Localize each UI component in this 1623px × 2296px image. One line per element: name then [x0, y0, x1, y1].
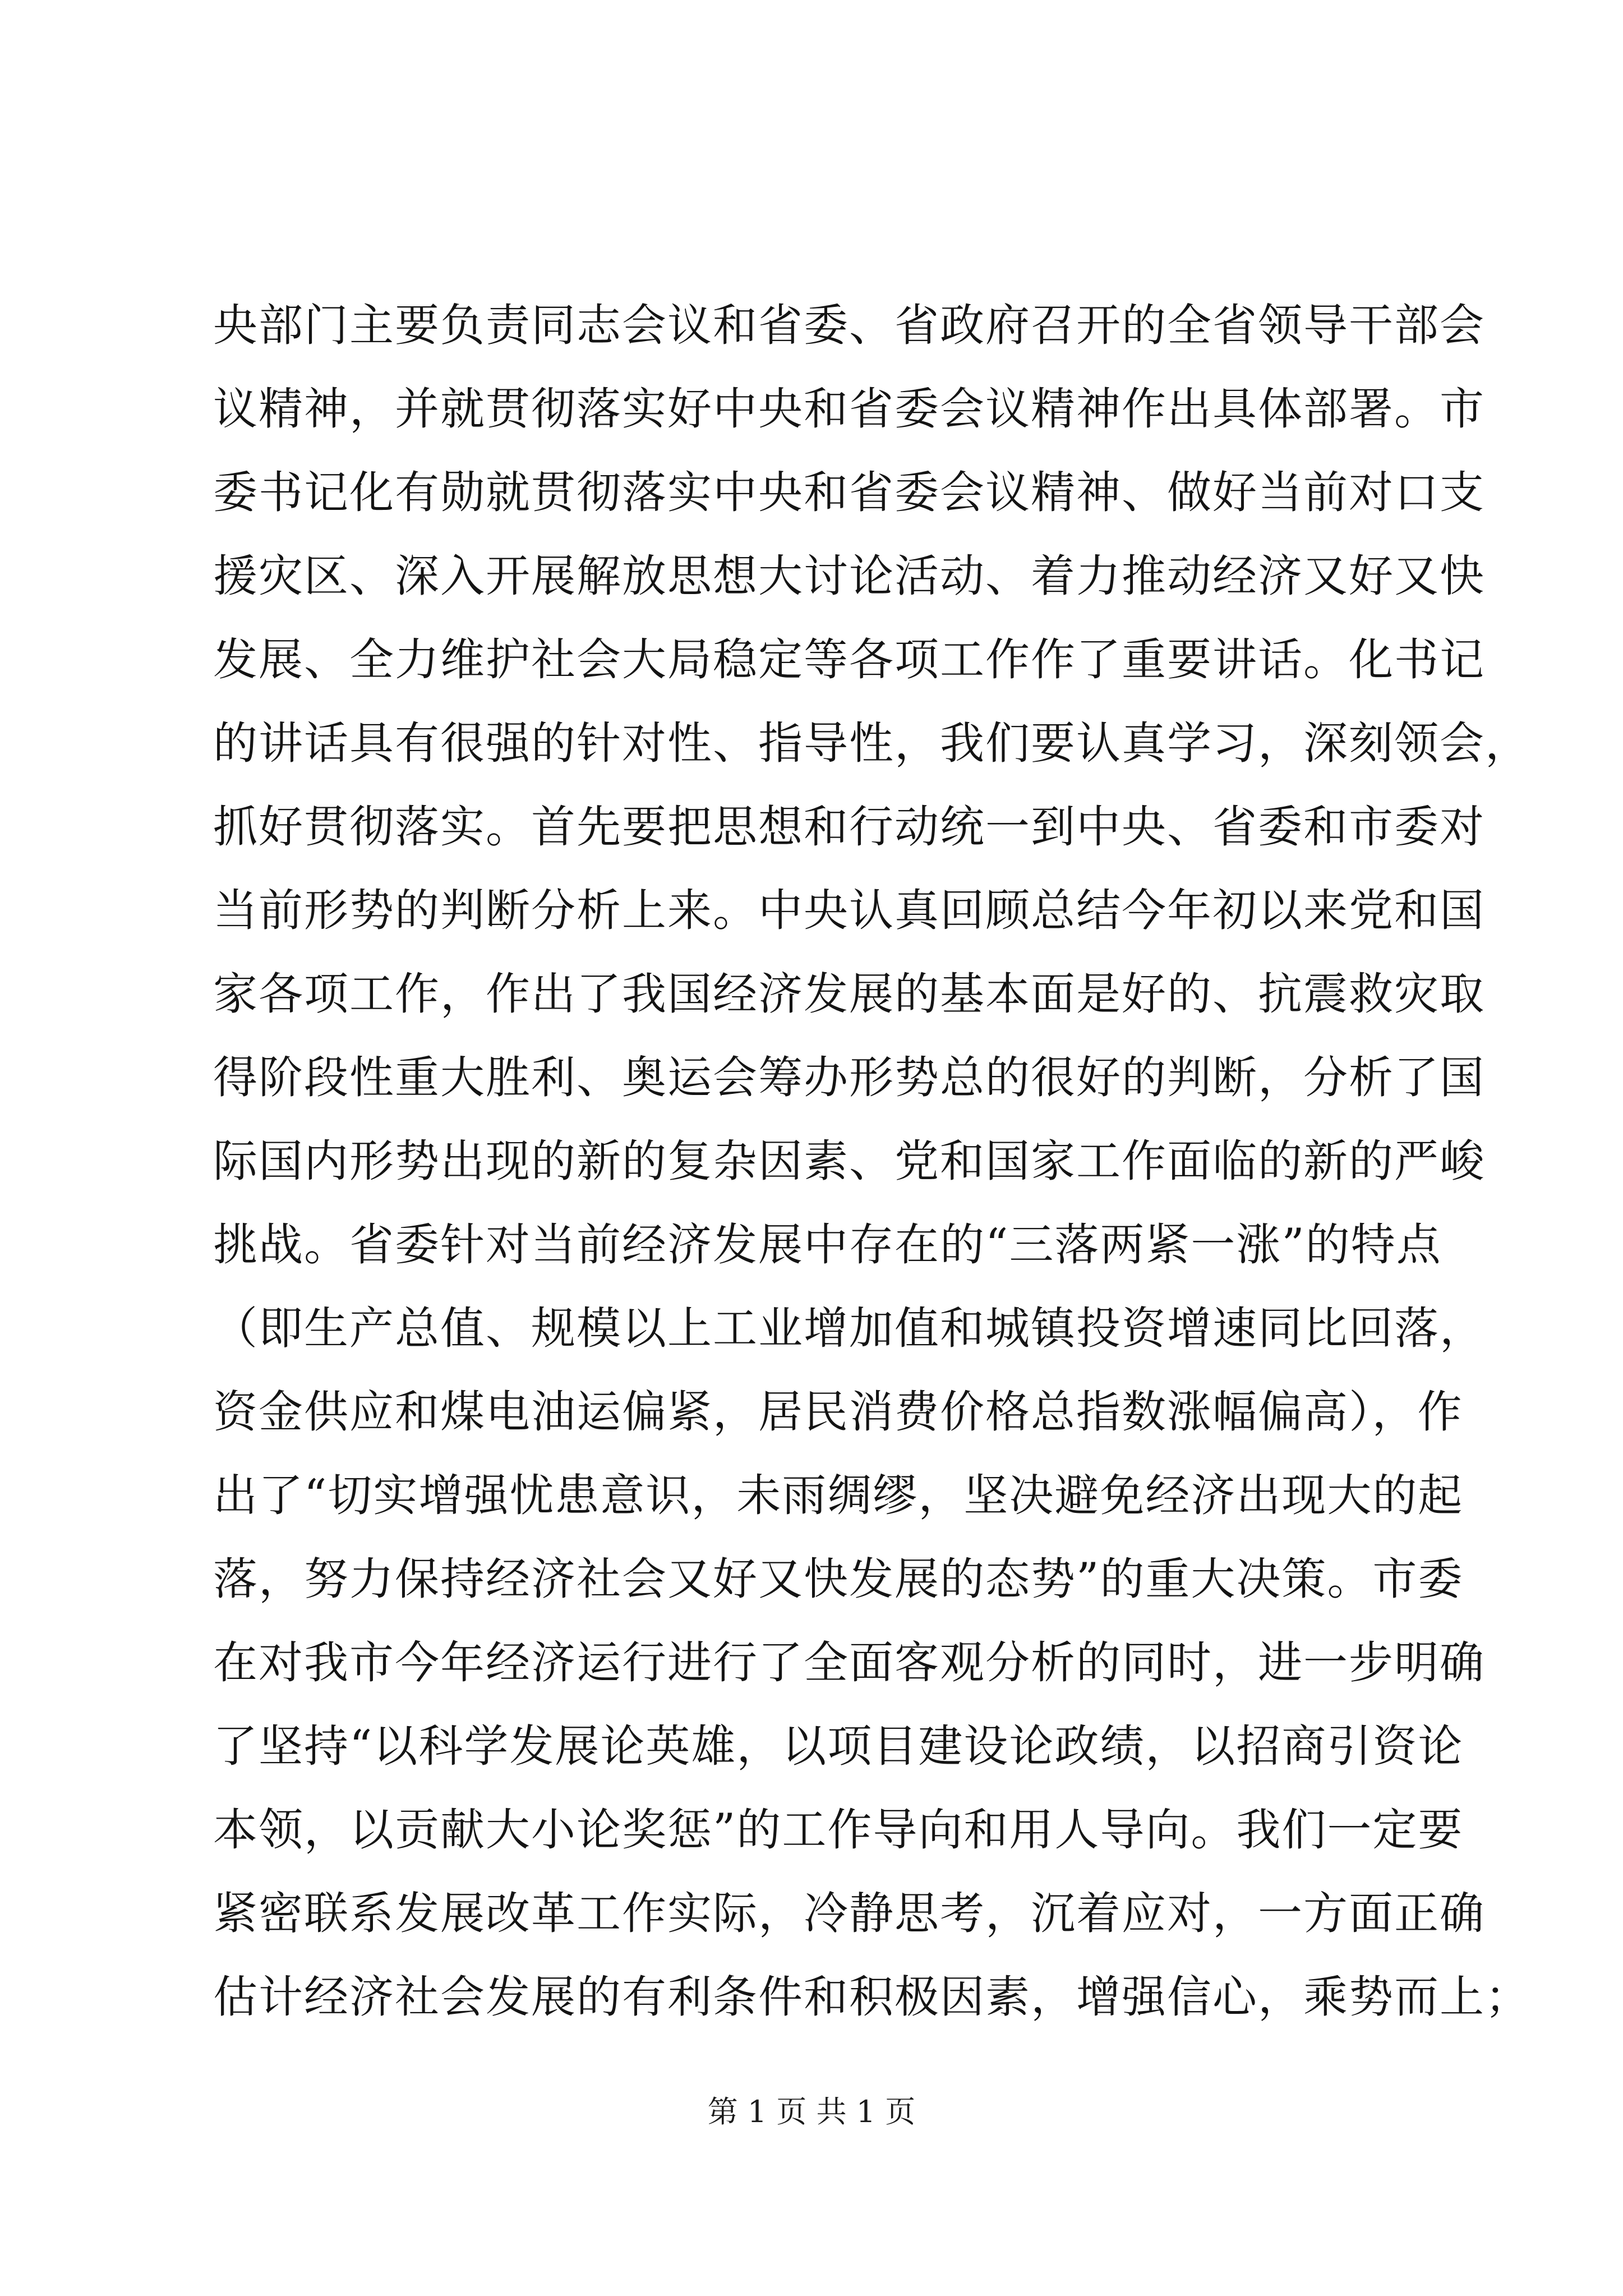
text-line: 际国内形势出现的新的复杂因素、党和国家工作面临的新的严峻: [213, 1135, 1485, 1187]
text-line: 家各项工作，作出了我国经济发展的基本面是好的、抗震救灾取: [213, 968, 1485, 1020]
text-line: 挑战。省委针对当前经济发展中存在的“三落两紧一涨”的特点: [213, 1219, 1442, 1271]
page-footer: 第 1 页 共 1 页: [707, 2094, 916, 2129]
text-line: 紧密联系发展改革工作实际，冷静思考，沉着应对，一方面正确: [213, 1888, 1485, 1939]
text-line: 发展、全力维护社会大局稳定等各项工作作了重要讲话。化书记: [213, 634, 1485, 685]
text-line: 估计经济社会发展的有利条件和积极因素，增强信心，乘势而上；: [213, 1971, 1530, 2023]
text-line: 的讲话具有很强的针对性、指导性，我们要认真学习，深刻领会，: [213, 717, 1530, 769]
text-line: 议精神，并就贯彻落实好中央和省委会议精神作出具体部署。市: [213, 383, 1485, 435]
text-line: 得阶段性重大胜利、奥运会筹办形势总的很好的判断，分析了国: [213, 1052, 1485, 1103]
text-line: 当前形势的判断分析上来。中央认真回顾总结今年初以来党和国: [213, 885, 1485, 936]
text-line: 援灾区、深入开展解放思想大讨论活动、着力推动经济又好又快: [213, 550, 1485, 602]
text-line: 在对我市今年经济运行进行了全面客观分析的同时，进一步明确: [213, 1637, 1485, 1688]
text-line: 央部门主要负责同志会议和省委、省政府召开的全省领导干部会: [213, 300, 1485, 351]
text-line: 委书记化有勋就贯彻落实中央和省委会议精神、做好当前对口支: [213, 467, 1485, 518]
text-line: 本领，以贡献大小论奖惩”的工作导向和用人导向。我们一定要: [213, 1804, 1464, 1856]
text-line: 资金供应和煤电油运偏紧，居民消费价格总指数涨幅偏高），作: [213, 1386, 1463, 1438]
text-line: 抓好贯彻落实。首先要把思想和行动统一到中央、省委和市委对: [213, 801, 1485, 853]
text-line: 出了“切实增强忧患意识，未雨绸缪，坚决避免经济出现大的起: [213, 1470, 1464, 1521]
text-line: 落，努力保持经济社会又好又快发展的态势”的重大决策。市委: [213, 1553, 1464, 1605]
text-line: （即生产总值、规模以上工业增加值和城镇投资增速同比回落，: [213, 1303, 1485, 1354]
text-line: 了坚持“以科学发展论英雄，以项目建设论政绩，以招商引资论: [213, 1720, 1464, 1772]
